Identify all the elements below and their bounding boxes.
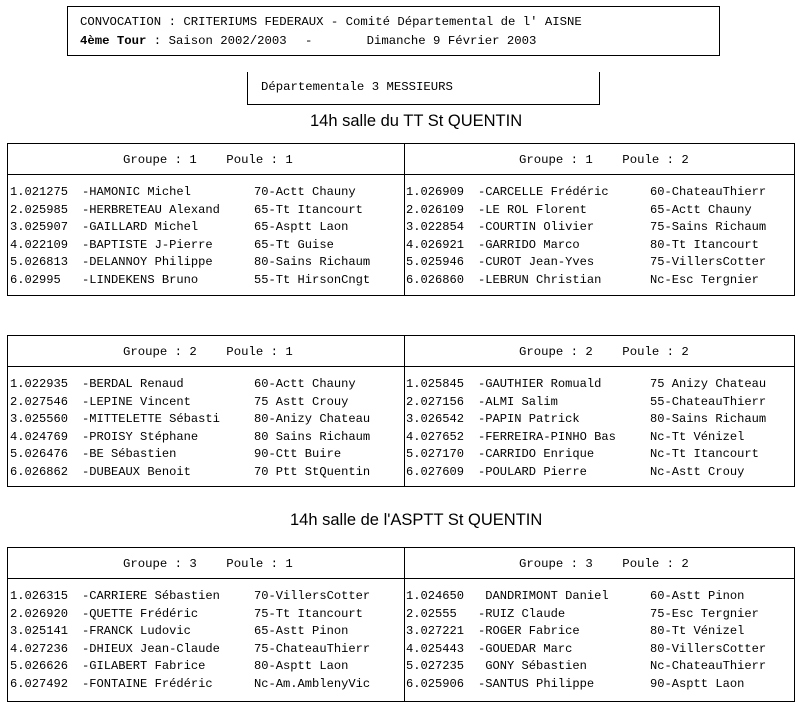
player-name: -BERDAL Renaud (82, 377, 184, 391)
club-name: Nc-Astt Crouy (650, 464, 745, 479)
player-row (10, 184, 370, 202)
player-row (406, 588, 766, 606)
club-name: Nc-Esc Tergnier (650, 272, 759, 287)
club-name: Nc-ChateauThierr (650, 659, 767, 674)
player-row (406, 676, 766, 694)
player-row (406, 376, 766, 394)
player-row (10, 376, 370, 394)
season: Saison 2002/2003 (168, 34, 287, 48)
license-number: 4.026921 (406, 237, 465, 252)
player-list (406, 184, 766, 290)
player-name: -RUIZ Claude (478, 606, 566, 621)
license-number: 3.025560 (10, 412, 69, 427)
player-row (10, 623, 370, 641)
player-name: -QUETTE Frédéric (82, 606, 199, 621)
player-name: -BAPTISTE J-Pierre (82, 237, 213, 252)
club-name: 60-Astt Pinon (650, 589, 745, 603)
round-label: 4ème Tour (80, 34, 147, 48)
license-number: 3.025907 (10, 220, 69, 235)
group-2-table (7, 335, 795, 487)
license-number: 4.027652 (406, 429, 465, 444)
license-number: 2.027546 (10, 394, 69, 409)
club-name: 65-Tt Guise (254, 237, 334, 252)
club-name: Nc-Tt Itancourt (650, 447, 759, 462)
club-name: 90-Asptt Laon (650, 676, 745, 691)
license-number: 3.025141 (10, 624, 69, 639)
player-row (10, 272, 370, 290)
player-name: -ALMI Salim (478, 394, 558, 409)
player-row (10, 446, 370, 464)
event-date: Dimanche 9 Février 2003 (366, 34, 537, 48)
player-row (406, 464, 766, 482)
player-name: -ROGER Fabrice (478, 624, 580, 639)
club-name: 75-VillersCotter (650, 255, 767, 270)
club-name: 70 Ptt StQuentin (254, 464, 371, 479)
license-number: 1.021275 (10, 185, 69, 199)
player-row (10, 202, 370, 220)
player-name: -HERBRETEAU Alexand (82, 202, 220, 217)
license-number: 6.026862 (10, 464, 69, 479)
license-number: 2.02555 (406, 606, 457, 621)
player-name: -DELANNOY Philippe (82, 255, 213, 270)
license-number: 3.022854 (406, 220, 465, 235)
player-name: -LINDEKENS Bruno (82, 272, 199, 287)
division-title: Départementale 3 MESSIEURS (261, 80, 453, 94)
player-name: -SANTUS Philippe (478, 676, 595, 691)
club-name: 55-ChateauThierr (650, 394, 767, 409)
license-number: 2.025985 (10, 202, 69, 217)
license-number: 5.026813 (10, 255, 69, 270)
player-name: -LEBRUN Christian (478, 272, 602, 287)
venue-title-2: 14h salle de l'ASPTT St QUENTIN (290, 511, 543, 529)
club-name: 65-Tt Itancourt (254, 202, 363, 217)
separator: : (146, 34, 169, 48)
player-name: -BE Sébastien (82, 447, 177, 462)
license-number: 1.022935 (10, 377, 69, 391)
club-name: 80-Sains Richaum (650, 412, 767, 427)
club-name: 60-ChateauThierr (650, 185, 767, 199)
header-divider (8, 366, 794, 367)
player-row (406, 641, 766, 659)
player-row (406, 658, 766, 676)
player-row (406, 606, 766, 624)
convocation-label: CONVOCATION (80, 15, 162, 29)
player-row (406, 184, 766, 202)
player-row (406, 429, 766, 447)
player-name: -DUBEAUX Benoit (82, 464, 191, 479)
license-number: 2.026109 (406, 202, 465, 217)
club-name: Nc-Am.AmblenyVic (254, 676, 371, 691)
convocation-header (67, 6, 720, 56)
group-3-table (7, 547, 795, 702)
license-number: 4.027236 (10, 641, 69, 656)
license-number: 5.026476 (10, 447, 69, 462)
player-name: -FERREIRA-PINHO Bas (478, 429, 616, 444)
player-row (10, 219, 370, 237)
player-list (406, 588, 766, 694)
license-number: 3.026542 (406, 412, 465, 427)
header-line-1 (80, 15, 582, 29)
license-number: 4.022109 (10, 237, 69, 252)
license-number: 5.026626 (10, 659, 69, 674)
player-name: -GARRIDO Marco (478, 237, 580, 252)
player-row (10, 464, 370, 482)
player-name: -CARRIERE Sébastien (82, 589, 220, 603)
player-row (10, 641, 370, 659)
club-name: 80-VillersCotter (650, 641, 767, 656)
license-number: 6.02995 (10, 272, 61, 287)
club-name: 80 Sains Richaum (254, 429, 371, 444)
player-row (10, 429, 370, 447)
player-row (406, 254, 766, 272)
license-number: 2.026920 (10, 606, 69, 621)
player-row (10, 237, 370, 255)
player-name: -CUROT Jean-Yves (478, 255, 595, 270)
player-name: -POULARD Pierre (478, 464, 587, 479)
player-list (10, 588, 370, 694)
club-name: 80-Tt Vénizel (650, 624, 745, 639)
player-row (10, 394, 370, 412)
column-divider (404, 336, 405, 486)
player-name: GONY Sébastien (478, 659, 587, 674)
header-divider (8, 174, 794, 175)
player-name: -GOUEDAR Marc (478, 641, 573, 656)
venue-title-1: 14h salle du TT St QUENTIN (310, 112, 523, 130)
player-name: -HAMONIC Michel (82, 185, 191, 199)
player-row (406, 394, 766, 412)
player-row (406, 219, 766, 237)
club-name: 80-Tt Itancourt (650, 237, 759, 252)
club-name: 65-Asptt Laon (254, 220, 349, 235)
player-row (406, 411, 766, 429)
club-name: 65-Astt Pinon (254, 624, 349, 639)
club-name: 75-Tt Itancourt (254, 606, 363, 621)
player-name: -PROISY Stéphane (82, 429, 199, 444)
player-name: -GAILLARD Michel (82, 220, 199, 235)
player-list (406, 376, 766, 482)
competition-title: CRITERIUMS FEDERAUX - Comité Départemental de l' AISNE (183, 15, 582, 29)
player-name: -DHIEUX Jean-Claude (82, 641, 220, 656)
player-row (406, 237, 766, 255)
license-number: 5.027235 (406, 659, 465, 674)
player-row (10, 606, 370, 624)
separator: - (304, 34, 313, 48)
pool-header: Groupe : 2 Poule : 2 (519, 345, 689, 359)
player-name: -MITTELETTE Sébasti (82, 412, 220, 427)
player-name: -LE ROL Florent (478, 202, 587, 217)
license-number: 1.024650 (406, 589, 465, 603)
player-row (10, 676, 370, 694)
license-number: 1.026315 (10, 589, 69, 603)
license-number: 2.027156 (406, 394, 465, 409)
license-number: 6.027492 (10, 676, 69, 691)
club-name: 60-Actt Chauny (254, 377, 356, 391)
license-number: 5.027170 (406, 447, 465, 462)
license-number: 4.025443 (406, 641, 465, 656)
club-name: 55-Tt HirsonCngt (254, 272, 371, 287)
license-number: 1.025845 (406, 377, 465, 391)
division-box (247, 72, 600, 105)
player-name: -CARCELLE Frédéric (478, 185, 609, 199)
club-name: 70-VillersCotter (254, 589, 371, 603)
license-number: 3.027221 (406, 624, 465, 639)
player-name: -PAPIN Patrick (478, 412, 580, 427)
player-name: -LEPINE Vincent (82, 394, 191, 409)
player-name: -FRANCK Ludovic (82, 624, 191, 639)
header-line-2 (80, 34, 536, 48)
player-row (10, 254, 370, 272)
pool-header: Groupe : 3 Poule : 2 (519, 557, 689, 571)
club-name: 80-Asptt Laon (254, 659, 349, 674)
club-name: 80-Sains Richaum (254, 255, 371, 270)
license-number: 5.025946 (406, 255, 465, 270)
player-name: -COURTIN Olivier (478, 220, 595, 235)
club-name: 90-Ctt Buire (254, 447, 342, 462)
player-row (10, 411, 370, 429)
player-row (406, 272, 766, 290)
group-1-table (7, 143, 795, 296)
license-number: 6.027609 (406, 464, 465, 479)
club-name: 70-Actt Chauny (254, 185, 356, 199)
club-name: 75-Sains Richaum (650, 220, 767, 235)
pool-header: Groupe : 1 Poule : 2 (519, 153, 689, 167)
license-number: 6.025906 (406, 676, 465, 691)
player-row (10, 658, 370, 676)
player-name: -FONTAINE Frédéric (82, 676, 213, 691)
club-name: 75-Esc Tergnier (650, 606, 759, 621)
player-list (10, 376, 370, 482)
license-number: 6.026860 (406, 272, 465, 287)
club-name: 75-ChateauThierr (254, 641, 371, 656)
player-name: -GAUTHIER Romuald (478, 377, 602, 391)
player-row (10, 588, 370, 606)
player-name: -CARRIDO Enrique (478, 447, 595, 462)
club-name: 75 Anizy Chateau (650, 377, 767, 391)
club-name: 65-Actt Chauny (650, 202, 752, 217)
player-row (406, 623, 766, 641)
player-list (10, 184, 370, 290)
club-name: 80-Anizy Chateau (254, 412, 371, 427)
license-number: 4.024769 (10, 429, 69, 444)
pool-header: Groupe : 3 Poule : 1 (123, 557, 293, 571)
club-name: Nc-Tt Vénizel (650, 429, 745, 444)
player-name: -GILABERT Fabrice (82, 659, 206, 674)
pool-header: Groupe : 2 Poule : 1 (123, 345, 293, 359)
player-row (406, 202, 766, 220)
license-number: 1.026909 (406, 185, 465, 199)
separator: : (161, 15, 184, 29)
column-divider (404, 548, 405, 701)
pool-header: Groupe : 1 Poule : 1 (123, 153, 293, 167)
header-divider (8, 578, 794, 579)
column-divider (404, 144, 405, 295)
player-row (406, 446, 766, 464)
club-name: 75 Astt Crouy (254, 394, 349, 409)
player-name: DANDRIMONT Daniel (478, 589, 609, 603)
